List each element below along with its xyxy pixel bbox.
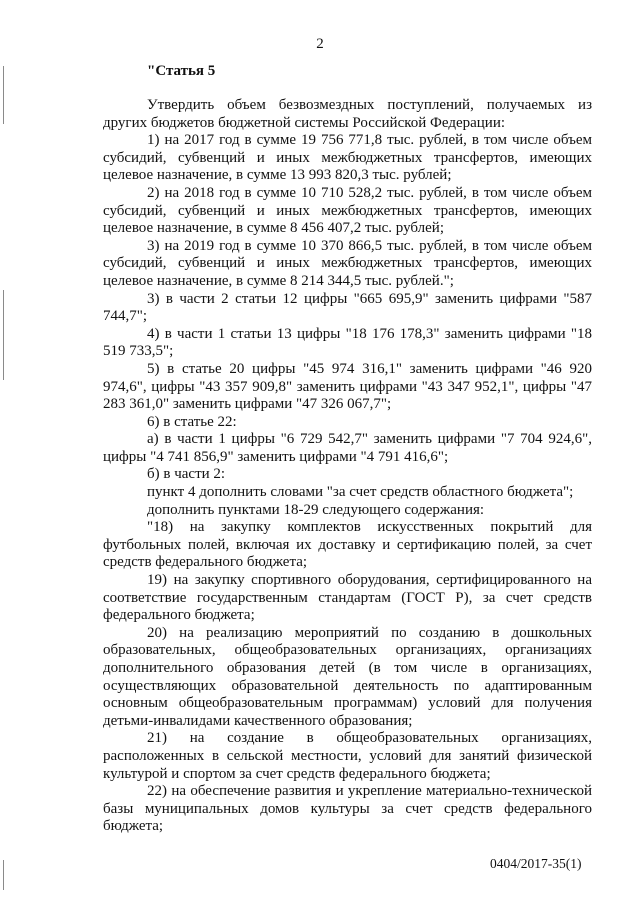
paragraph: пункт 4 дополнить словами "за счет средств областного бюджета";: [147, 484, 574, 501]
scan-edge-mark: [3, 860, 4, 890]
paragraph: "18) на закупку комплектов искусственных покрытий для футбольных полей, включая их доставку и сертификацию полей, за счет средств федерального бюджета;: [103, 519, 592, 571]
paragraph: а) в части 1 цифры "6 729 542,7" заменить цифрами "7 704 924,6", цифры "4 741 856,9" заменить цифрами "4 791 416,6";: [103, 431, 592, 465]
paragraph: 3) в части 2 статьи 12 цифры "665 695,9" заменить цифрами "587 744,7";: [103, 290, 592, 325]
page-number: 2: [316, 36, 324, 52]
paragraph: 20) на реализацию мероприятий по созданию в дошкольных образовательных, общеобразовательных организациях, организациях дополнительного образования детей (в том числе в организациях, осуществляющих образовательной деятельность по адаптированным основным общеобразовательным программам) условий для получения детьми-инвалидами качественного образования;: [103, 624, 592, 729]
paragraph: 6) в статье 22:: [147, 413, 237, 430]
paragraph: 21) на создание в общеобразовательных организациях, расположенных в сельской местности, условий для занятий физической культурой и спортом за счет средств федерального бюджета;: [103, 730, 592, 782]
paragraph: 3) на 2019 год в сумме 10 370 866,5 тыс. рублей, в том числе объем субсидий, субвенций и иных межбюджетных трансфертов, имеющих целевое назначение, в сумме 8 214 344,5 тыс. рублей.";: [103, 237, 592, 289]
scan-edge-mark: [3, 66, 4, 124]
paragraph: б) в части 2:: [147, 466, 226, 483]
paragraph: 1) на 2017 год в сумме 19 756 771,8 тыс. рублей, в том числе объем субсидий, субвенций и иных межбюджетных трансфертов, имеющих целевое назначение, в сумме 13 993 820,3 тыс. рублей;: [103, 132, 592, 184]
scan-edge-mark: [3, 290, 4, 380]
article-title: "Статья 5: [147, 63, 216, 79]
paragraph: 22) на обеспечение развития и укрепление материально-технической базы муниципальных домов культуры за счет средств федерального бюджета;: [103, 783, 592, 835]
paragraph: 4) в части 1 статьи 13 цифры "18 176 178,3" заменить цифрами "18 519 733,5";: [103, 325, 592, 360]
paragraph: 19) на закупку спортивного оборудования, сертифицированного на соответствие государственным стандартам (ГОСТ Р), за счет средств федерального бюджета;: [103, 572, 592, 624]
paragraph: 2) на 2018 год в сумме 10 710 528,2 тыс. рублей, в том числе объем субсидий, субвенций и иных межбюджетных трансфертов, имеющих целевое назначение, в сумме 8 456 407,2 тыс. рублей;: [103, 184, 592, 237]
document-code: 0404/2017-35(1): [490, 856, 582, 871]
document-body: [103, 97, 592, 836]
paragraph: Утвердить объем безвозмездных поступлений, получаемых из других бюджетов бюджетной системы Российской Федерации:: [103, 97, 592, 131]
paragraph: 5) в статье 20 цифры "45 974 316,1" заменить цифрами "46 920 974,6", цифры "43 357 909,8" заменить цифрами "43 347 952,1", цифры "47 283 361,0" заменить цифрами "47 326 067,7";: [103, 360, 592, 413]
paragraph: дополнить пунктами 18-29 следующего содержания:: [147, 501, 485, 518]
